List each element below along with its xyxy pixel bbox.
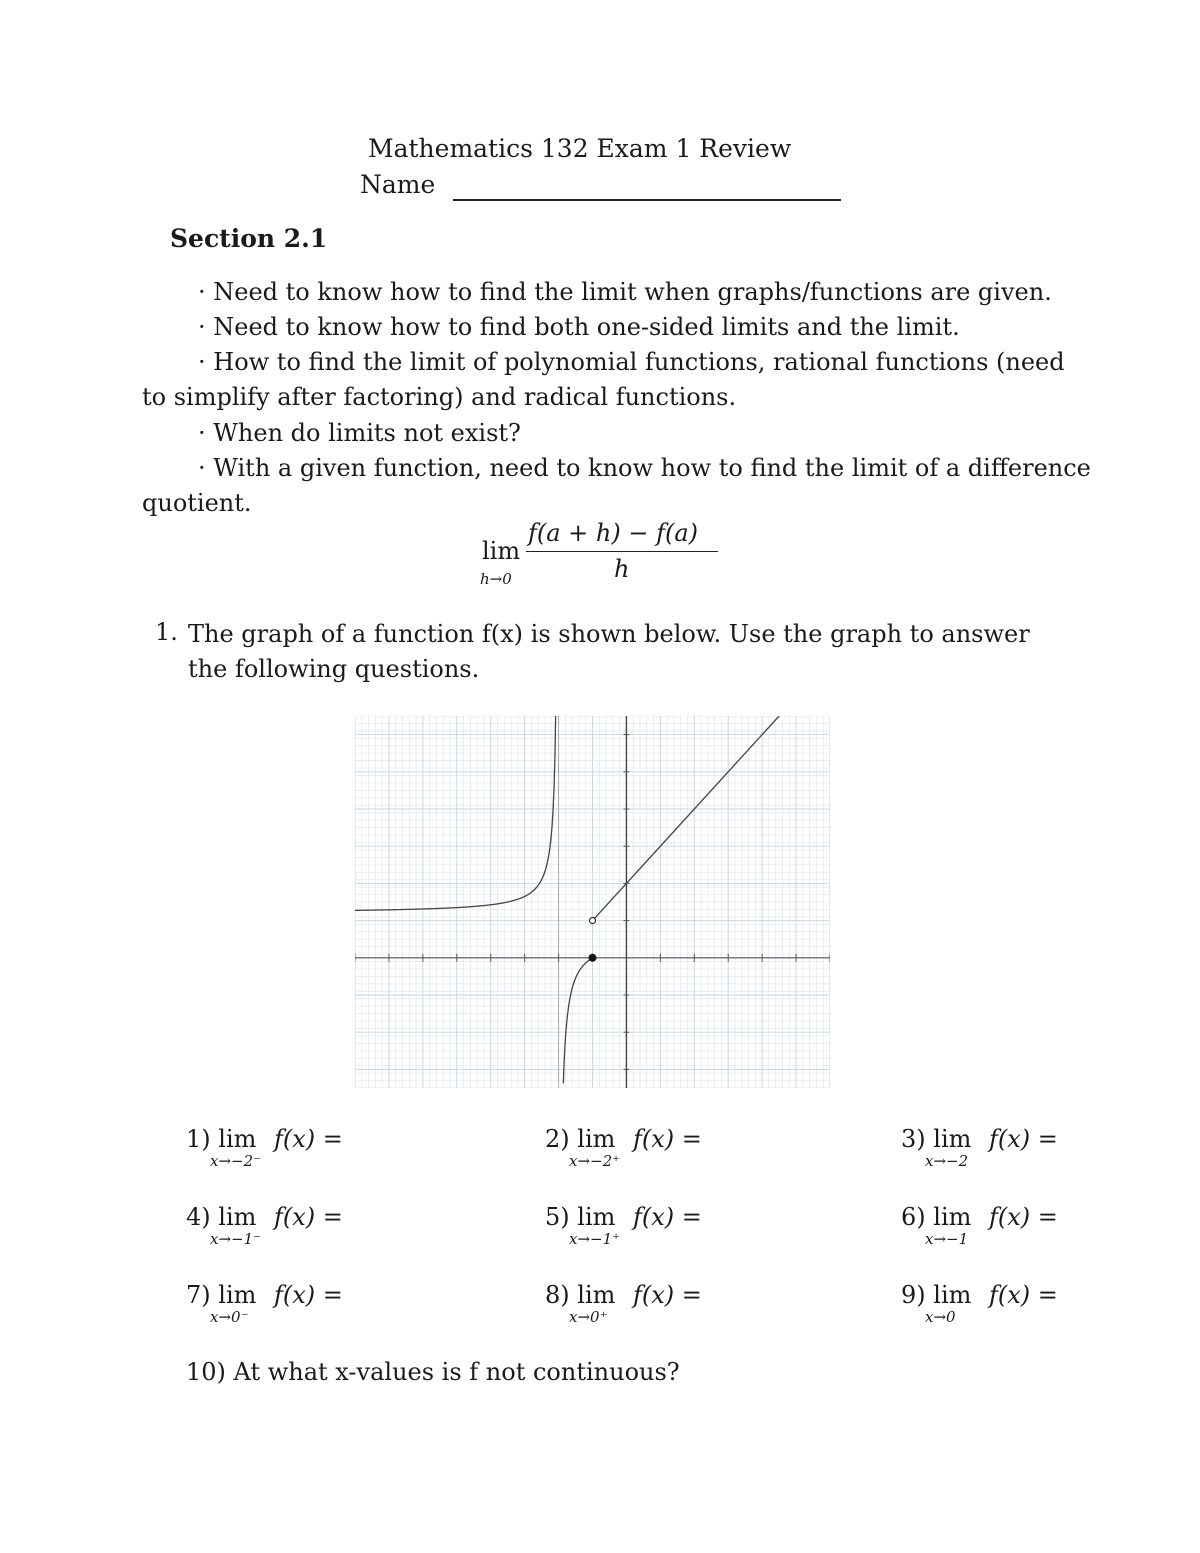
lim-word: lim bbox=[577, 1125, 616, 1153]
dq-denominator: h bbox=[614, 555, 630, 583]
question-10-text: 10) At what x-values is f not continuous? bbox=[186, 1358, 680, 1386]
closed-point bbox=[589, 954, 596, 961]
bullet-1: · Need to know how to find the limit when graphs/functions are given. bbox=[198, 278, 1052, 306]
question-number: 8) bbox=[545, 1281, 578, 1309]
question-expression: f(x) = bbox=[625, 1281, 702, 1309]
lim-word: lim bbox=[933, 1125, 972, 1153]
problem-text-line1: The graph of a function f(x) is shown below. Use the graph to answer bbox=[188, 620, 1030, 648]
limit-subscript: x→−2⁻ bbox=[210, 1152, 262, 1170]
limit-subscript: x→−1⁻ bbox=[210, 1230, 262, 1248]
limit-question bbox=[186, 1281, 343, 1309]
limit-question bbox=[545, 1281, 702, 1309]
lim-word: lim bbox=[218, 1281, 257, 1309]
dq-lim: lim bbox=[482, 537, 521, 565]
question-expression: f(x) = bbox=[266, 1281, 343, 1309]
question-expression: f(x) = bbox=[981, 1281, 1058, 1309]
difference-quotient-formula bbox=[478, 515, 728, 588]
question-number: 7) bbox=[186, 1281, 219, 1309]
limit-question bbox=[186, 1203, 343, 1231]
section-heading: Section 2.1 bbox=[170, 224, 328, 253]
dq-fraction-bar bbox=[526, 551, 718, 552]
question-number: 6) bbox=[901, 1203, 934, 1231]
lim-word: lim bbox=[933, 1203, 972, 1231]
question-number: 2) bbox=[545, 1125, 578, 1153]
question-expression: f(x) = bbox=[266, 1203, 343, 1231]
question-number: 9) bbox=[901, 1281, 934, 1309]
limit-subscript: x→−2⁺ bbox=[569, 1152, 621, 1170]
bullet-5-continuation: quotient. bbox=[142, 489, 252, 517]
limit-subscript: x→0⁻ bbox=[210, 1308, 249, 1326]
name-blank-line[interactable] bbox=[453, 199, 841, 201]
lim-word: lim bbox=[577, 1203, 616, 1231]
question-number: 5) bbox=[545, 1203, 578, 1231]
limit-question bbox=[901, 1125, 1058, 1153]
open-point bbox=[590, 918, 596, 924]
bullet-3-continuation: to simplify after factoring) and radical functions. bbox=[142, 383, 737, 411]
curve-left-branch bbox=[355, 716, 556, 910]
lim-word: lim bbox=[933, 1281, 972, 1309]
limit-subscript: x→0 bbox=[925, 1308, 956, 1326]
bullet-2: · Need to know how to find both one-sided limits and the limit. bbox=[198, 313, 960, 341]
page-title: Mathematics 132 Exam 1 Review bbox=[368, 134, 792, 163]
question-expression: f(x) = bbox=[266, 1125, 343, 1153]
lim-word: lim bbox=[218, 1125, 257, 1153]
question-10 bbox=[186, 1358, 680, 1386]
limit-question bbox=[545, 1203, 702, 1231]
lim-word: lim bbox=[218, 1203, 257, 1231]
lim-word: lim bbox=[577, 1281, 616, 1309]
question-number: 1) bbox=[186, 1125, 219, 1153]
question-expression: f(x) = bbox=[981, 1203, 1058, 1231]
question-number: 4) bbox=[186, 1203, 219, 1231]
name-label: Name bbox=[360, 170, 436, 199]
question-number: 3) bbox=[901, 1125, 934, 1153]
question-expression: f(x) = bbox=[625, 1125, 702, 1153]
bullet-3: · How to find the limit of polynomial functions, rational functions (need bbox=[198, 348, 1065, 376]
limit-question bbox=[901, 1281, 1058, 1309]
question-expression: f(x) = bbox=[981, 1125, 1058, 1153]
problem-number: 1. bbox=[155, 618, 178, 646]
question-expression: f(x) = bbox=[625, 1203, 702, 1231]
dq-subscript: h→0 bbox=[480, 570, 512, 588]
curve-line bbox=[593, 716, 780, 921]
limit-subscript: x→−1 bbox=[925, 1230, 969, 1248]
function-graph bbox=[355, 716, 830, 1088]
dq-numerator: f(a + h) − f(a) bbox=[528, 519, 699, 547]
bullet-5: · With a given function, need to know how to find the limit of a difference bbox=[198, 454, 1091, 482]
limit-question bbox=[901, 1203, 1058, 1231]
limit-subscript: x→0⁺ bbox=[569, 1308, 608, 1326]
problem-text-line2: the following questions. bbox=[188, 655, 480, 683]
bullet-4: · When do limits not exist? bbox=[198, 419, 521, 447]
limit-subscript: x→−1⁺ bbox=[569, 1230, 621, 1248]
limit-question bbox=[545, 1125, 702, 1153]
limit-subscript: x→−2 bbox=[925, 1152, 969, 1170]
limit-question bbox=[186, 1125, 343, 1153]
